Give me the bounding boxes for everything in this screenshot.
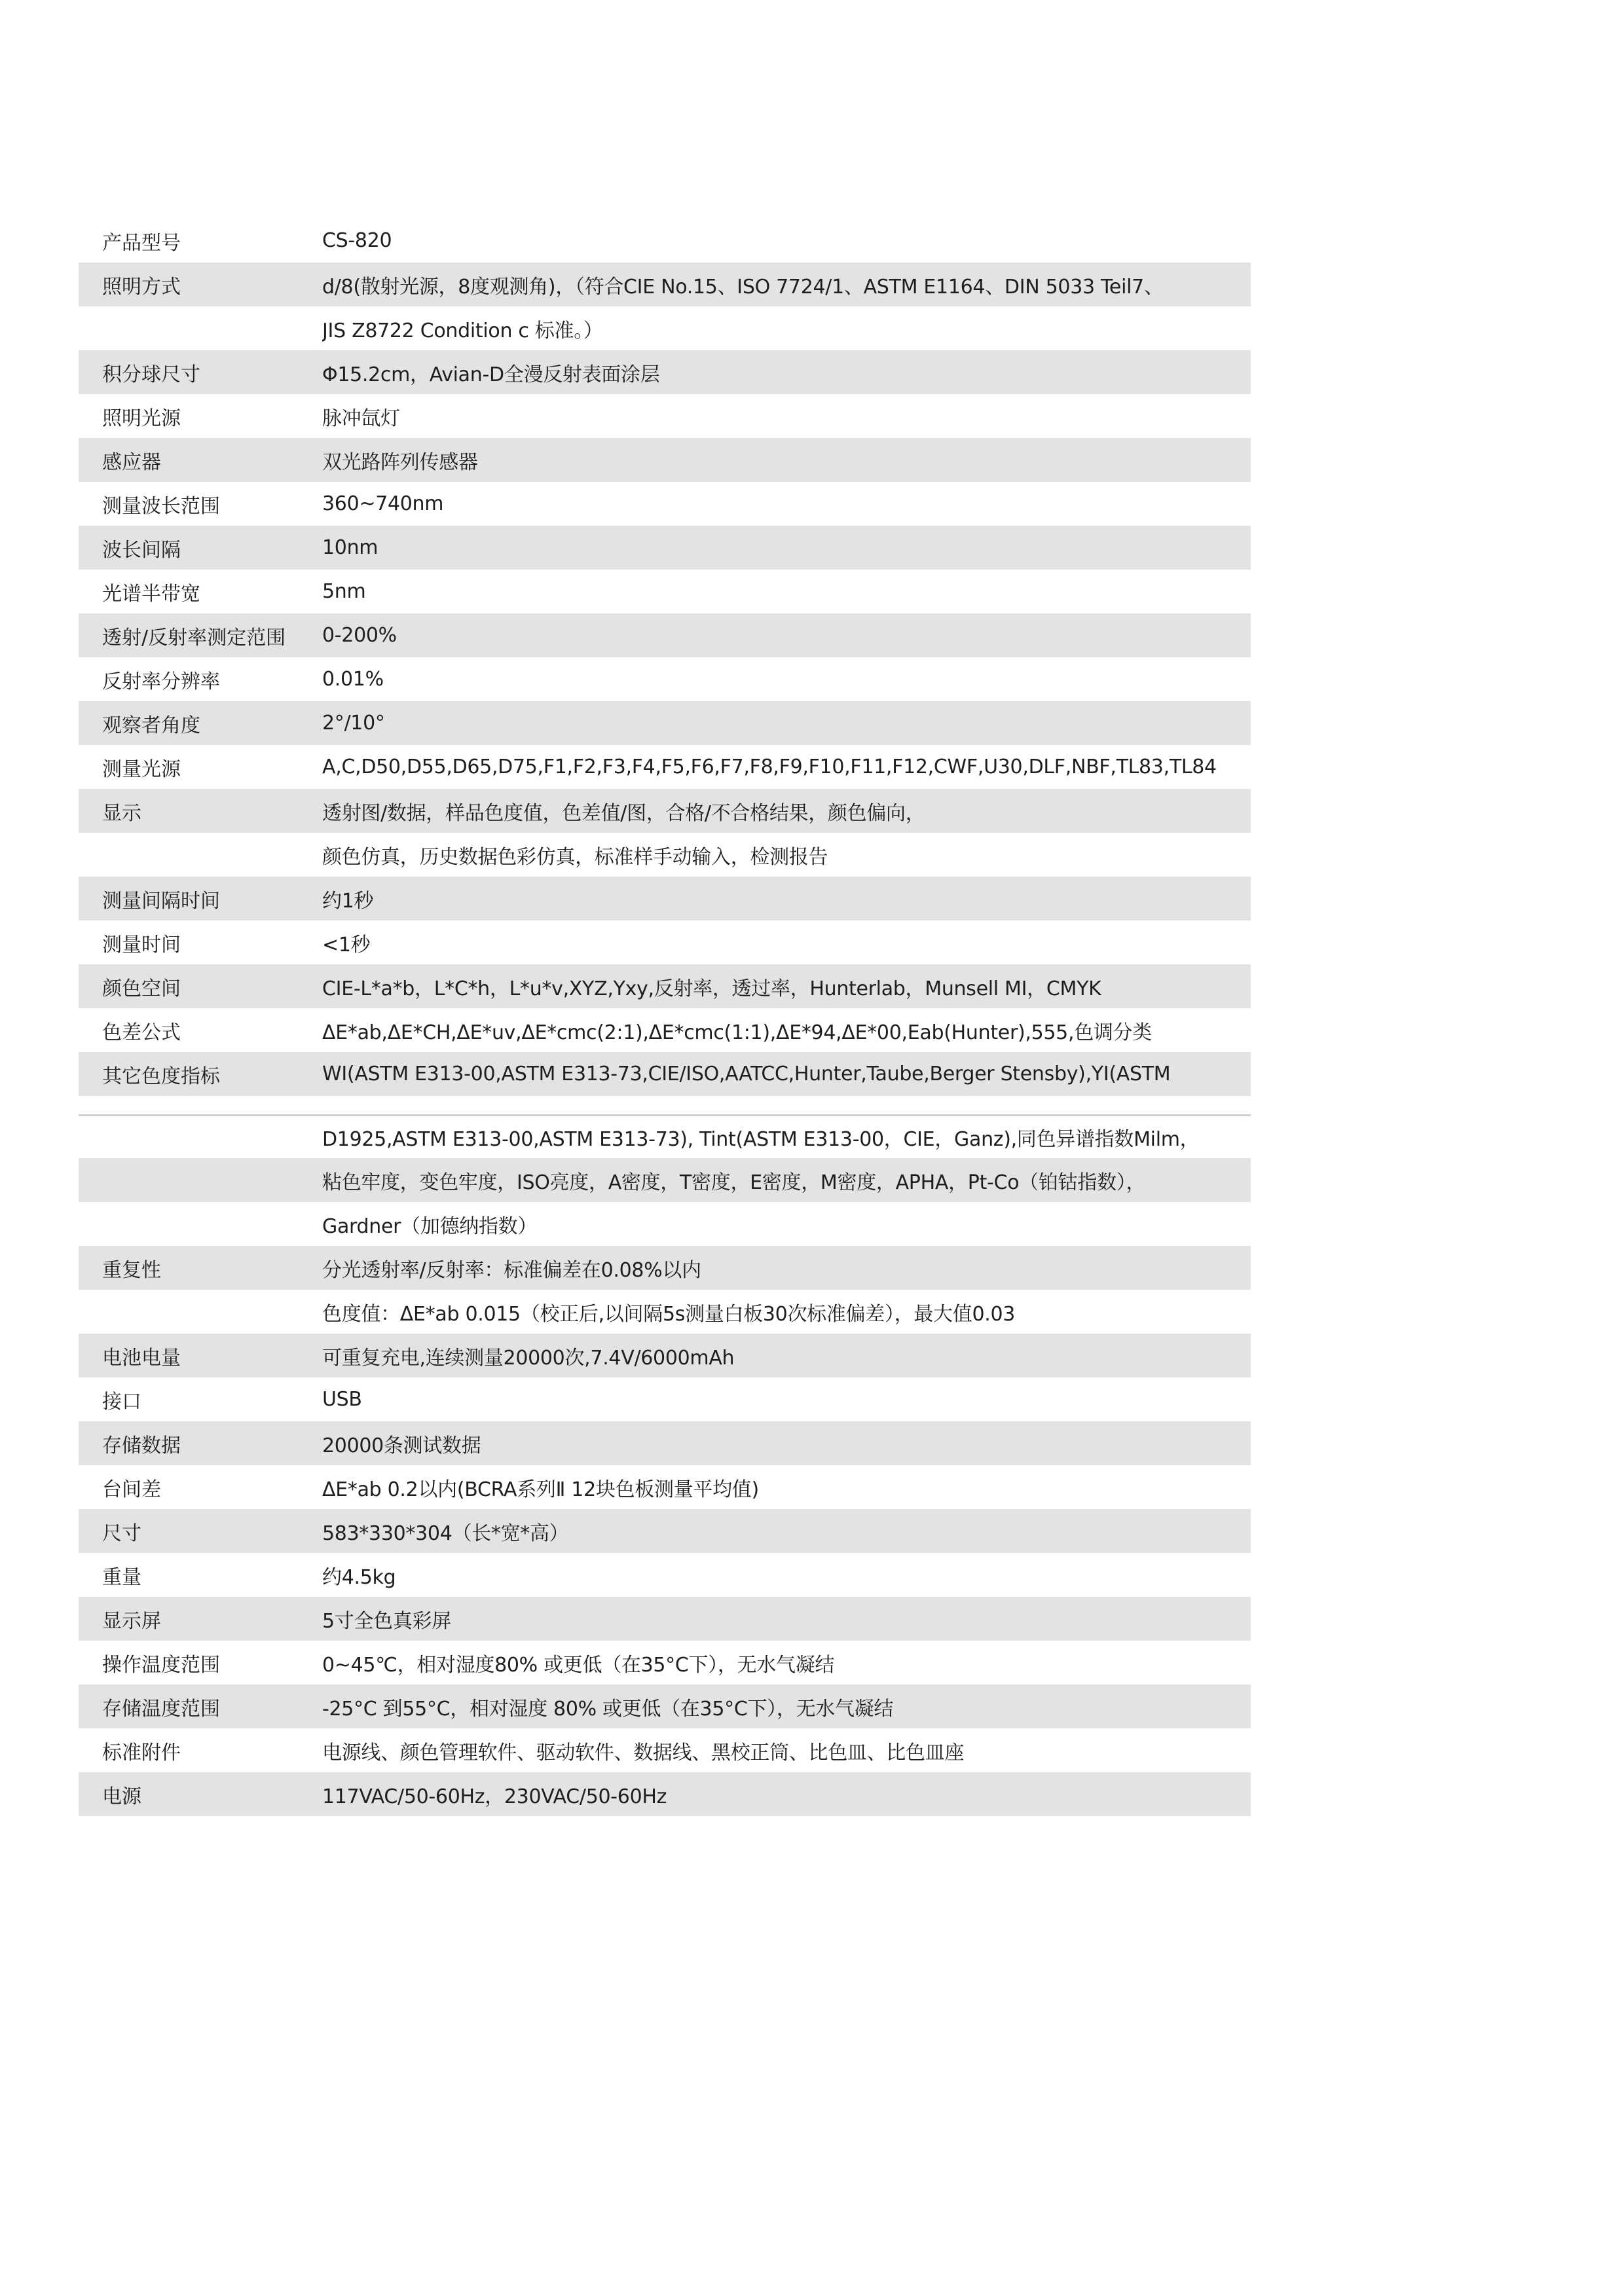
spec-label: 照明方式 (102, 275, 181, 299)
spec-label: 操作温度范围 (102, 1653, 220, 1677)
table-row (79, 482, 1251, 526)
table-row (79, 1509, 1251, 1553)
spec-label: 存储数据 (102, 1434, 181, 1457)
spec-value: 583*330*304（长*宽*高） (322, 1522, 569, 1545)
spec-value: ΔE*ab 0.2以内(BCRA系列Ⅱ 12块色板测量平均值) (322, 1478, 759, 1501)
table-row (79, 1553, 1251, 1597)
spec-value: -25°C 到55°C，相对湿度 80% 或更低（在35°C下），无水气凝结 (322, 1697, 894, 1721)
spec-label: 电源 (102, 1785, 141, 1808)
spec-value: 2°/10° (322, 712, 385, 735)
spec-label: 显示 (102, 801, 141, 825)
table-row (79, 263, 1251, 306)
spec-label: 光谱半带宽 (102, 582, 200, 606)
spec-label: 电池电量 (102, 1346, 181, 1370)
table-row (79, 306, 1251, 350)
spec-value: 0.01% (322, 668, 384, 691)
table-row (79, 1421, 1251, 1465)
spec-label: 照明光源 (102, 407, 181, 430)
table-row (79, 1728, 1251, 1772)
spec-value: 360~740nm (322, 492, 444, 515)
spec-label: 重复性 (102, 1258, 161, 1282)
spec-label: 接口 (102, 1390, 141, 1413)
table-row (79, 833, 1251, 877)
table-row (79, 1685, 1251, 1728)
spec-label: 测量间隔时间 (102, 889, 220, 913)
table-row (79, 613, 1251, 657)
table-row (79, 1597, 1251, 1641)
table-row (79, 1052, 1251, 1096)
spec-label: 产品型号 (102, 231, 181, 255)
spec-label: 尺寸 (102, 1522, 141, 1545)
table-row (79, 219, 1251, 263)
table-row (79, 1246, 1251, 1290)
spec-label: 颜色空间 (102, 977, 181, 1000)
spec-value: A,C,D50,D55,D65,D75,F1,F2,F3,F4,F5,F6,F7,F8,F9,F10,F11,F12,CWF,U30,DLF,NBF,TL83,TL84 (322, 756, 1217, 778)
spec-label: 测量时间 (102, 933, 181, 957)
spec-label: 感应器 (102, 450, 161, 474)
table-row (79, 789, 1251, 833)
spec-label: 标准附件 (102, 1741, 181, 1764)
spec-value: <1秒 (322, 933, 371, 957)
spec-value: USB (322, 1388, 362, 1411)
spec-value: d/8(散射光源，8度观测角)，（符合CIE No.15、ISO 7724/1、ASTM E1164、DIN 5033 Teil7、 (322, 275, 1164, 299)
table-row (79, 570, 1251, 613)
spec-table (79, 219, 1251, 1816)
table-row (79, 438, 1251, 482)
table-row (79, 526, 1251, 570)
spec-value: D1925,ASTM E313-00,ASTM E313-73), Tint(ASTM E313-00，CIE，Ganz),同色异谱指数Milm， (322, 1128, 1200, 1151)
table-row (79, 1641, 1251, 1685)
spec-value: WI(ASTM E313-00,ASTM E313-73,CIE/ISO,AATCC,Hunter,Taube,Berger Stensby),YI(ASTM (322, 1063, 1171, 1085)
spec-label: 观察者角度 (102, 714, 200, 737)
spec-value: 可重复充电,连续测量20000次,7.4V/6000mAh (322, 1346, 735, 1370)
spec-value: 约4.5kg (322, 1565, 396, 1589)
spec-label: 波长间隔 (102, 538, 181, 562)
spec-label: 台间差 (102, 1478, 161, 1501)
spec-value: 双光路阵列传感器 (322, 450, 478, 474)
table-row (79, 1465, 1251, 1509)
spec-value: 10nm (322, 536, 378, 559)
table-row (79, 745, 1251, 789)
spec-value: Φ15.2cm，Avian-D全漫反射表面涂层 (322, 363, 660, 386)
table-row (79, 1158, 1251, 1202)
table-row (79, 1114, 1251, 1158)
table-row (79, 394, 1251, 438)
table-row (79, 1377, 1251, 1421)
spec-value: 粘色牢度，变色牢度，ISO亮度，A密度，T密度，E密度，M密度，APHA，Pt-Co（铂钴指数）， (322, 1171, 1146, 1194)
spec-value: 分光透射率/反射率：标准偏差在0.08%以内 (322, 1258, 701, 1282)
table-row (79, 1772, 1251, 1816)
table-row (79, 1202, 1251, 1246)
spec-value: 0-200% (322, 624, 397, 647)
spec-label: 色差公式 (102, 1021, 181, 1044)
spec-value: 117VAC/50-60Hz，230VAC/50-60Hz (322, 1785, 667, 1808)
table-row (79, 964, 1251, 1008)
spec-value: 脉冲氙灯 (322, 407, 400, 430)
spec-value: 5nm (322, 580, 366, 603)
table-row (79, 1290, 1251, 1334)
table-row (79, 877, 1251, 920)
spec-value: 约1秒 (322, 889, 374, 913)
spec-value: CS-820 (322, 229, 392, 252)
table-row (79, 657, 1251, 701)
table-row (79, 920, 1251, 964)
spec-value: 0~45℃，相对湿度80% 或更低（在35°C下），无水气凝结 (322, 1653, 835, 1677)
spec-value: 5寸全色真彩屏 (322, 1609, 451, 1633)
spec-label: 显示屏 (102, 1609, 161, 1633)
spec-value: 色度值：ΔE*ab 0.015（校正后,以间隔5s测量白板30次标准偏差），最大值0.03 (322, 1302, 1016, 1326)
table-row (79, 701, 1251, 745)
table-row (79, 1008, 1251, 1052)
spec-value: 20000条测试数据 (322, 1434, 481, 1457)
spec-value: ΔE*ab,ΔE*CH,ΔE*uv,ΔE*cmc(2:1),ΔE*cmc(1:1),ΔE*94,ΔE*00,Eab(Hunter),555,色调分类 (322, 1021, 1153, 1044)
table-gap-row (79, 1096, 1251, 1114)
spec-value: Gardner（加德纳指数） (322, 1214, 538, 1238)
spec-label: 积分球尺寸 (102, 363, 200, 386)
spec-label: 其它色度指标 (102, 1065, 220, 1088)
spec-value: 颜色仿真，历史数据色彩仿真，标准样手动输入，检测报告 (322, 845, 828, 869)
spec-label: 反射率分辨率 (102, 670, 220, 693)
table-row (79, 350, 1251, 394)
spec-value: 透射图/数据，样品色度值，色差值/图，合格/不合格结果，颜色偏向， (322, 801, 925, 825)
spec-value: JIS Z8722 Condition c 标准。） (322, 319, 603, 342)
spec-label: 重量 (102, 1565, 141, 1589)
spec-label: 存储温度范围 (102, 1697, 220, 1721)
spec-label: 测量波长范围 (102, 494, 220, 518)
spec-label: 透射/反射率测定范围 (102, 626, 286, 649)
spec-value: 电源线、颜色管理软件、驱动软件、数据线、黑校正筒、比色皿、比色皿座 (322, 1741, 965, 1764)
spec-label: 测量光源 (102, 757, 181, 781)
spec-value: CIE-L*a*b，L*C*h，L*u*v,XYZ,Yxy,反射率，透过率，Hunterlab，Munsell MI，CMYK (322, 977, 1101, 1000)
table-row (79, 1334, 1251, 1377)
